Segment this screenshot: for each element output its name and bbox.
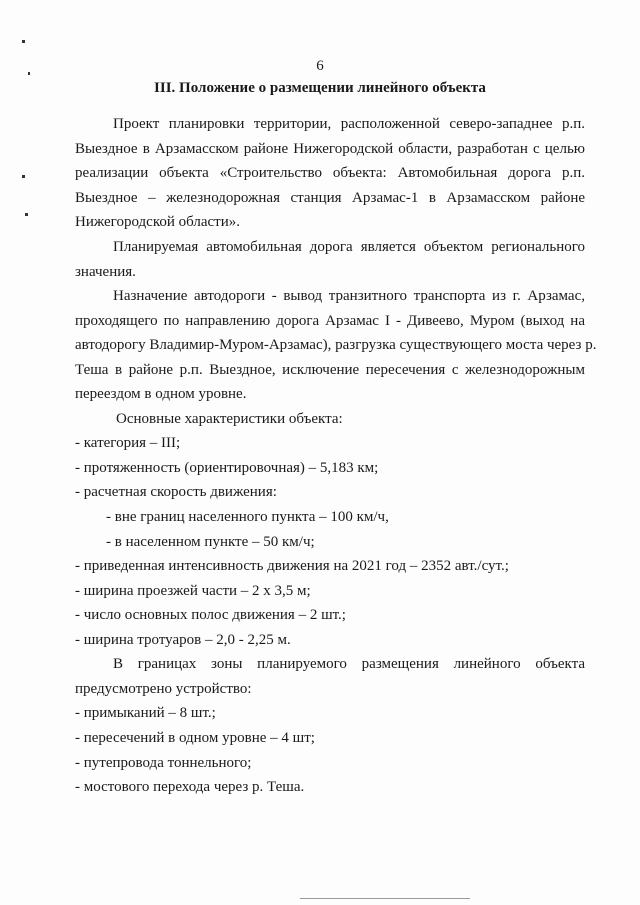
paragraph-line: значения.	[75, 264, 136, 280]
scan-mark	[300, 898, 470, 899]
paragraph-line: В границах зоны планируемого размещения линейного объекта	[113, 656, 585, 672]
list-item: - пересечений в одном уровне – 4 шт;	[75, 730, 315, 746]
list-item: - приведенная интенсивность движения на 2021 год – 2352 авт./сут.;	[75, 558, 509, 574]
paragraph-line: Нижегородской области».	[75, 214, 241, 230]
paragraph-line: переездом в одном уровне.	[75, 386, 247, 402]
list-item: - путепровода тоннельного;	[75, 755, 252, 771]
paragraph-line: предусмотрено устройство:	[75, 681, 252, 697]
list-item: - число основных полос движения – 2 шт.;	[75, 607, 346, 623]
list-item: - вне границ населенного пункта – 100 км/ч,	[106, 509, 389, 525]
paragraph-line: Выездное – железнодорожная станция Арзамас-1 в Арзамасском районе	[75, 190, 585, 206]
section-heading: III. Положение о размещении линейного объекта	[154, 80, 486, 96]
list-item: - мостового перехода через р. Теша.	[75, 779, 305, 795]
list-item: - расчетная скорость движения:	[75, 484, 277, 500]
list-item: - ширина тротуаров – 2,0 - 2,25 м.	[75, 632, 291, 648]
paragraph-line: Проект планировки территории, расположенной северо-западнее р.п.	[113, 116, 585, 132]
list-item: - категория – III;	[75, 435, 181, 451]
paragraph-line: автодорогу Владимир-Муром-Арзамас), разгрузка существующего моста через р.	[75, 337, 597, 353]
paragraph-line: Планируемая автомобильная дорога является объектом регионального	[113, 239, 585, 255]
paragraph-line: реализации объекта «Строительство объекта: Автомобильная дорога р.п.	[75, 165, 585, 181]
characteristics-title: Основные характеристики объекта:	[116, 411, 343, 427]
paragraph-line: Теша в районе р.п. Выездное, исключение пересечения с железнодорожным	[75, 362, 585, 378]
paragraph-line: Назначение автодороги - вывод транзитного транспорта из г. Арзамас,	[113, 288, 585, 304]
list-item: - ширина проезжей части – 2 х 3,5 м;	[75, 583, 311, 599]
page-number: 6	[316, 58, 324, 74]
paragraph-line: проходящего по направлению дорога Арзамас I - Дивеево, Муром (выход на	[75, 313, 585, 329]
scan-mark	[25, 213, 28, 216]
scan-mark	[22, 40, 25, 43]
paragraph-line: Выездное в Арзамасском районе Нижегородской области, разработан с целью	[75, 141, 585, 157]
list-item: - в населенном пункте – 50 км/ч;	[106, 534, 315, 550]
list-item: - протяженность (ориентировочная) – 5,183 км;	[75, 460, 379, 476]
scan-mark	[22, 175, 25, 178]
list-item: - примыканий – 8 шт.;	[75, 705, 216, 721]
